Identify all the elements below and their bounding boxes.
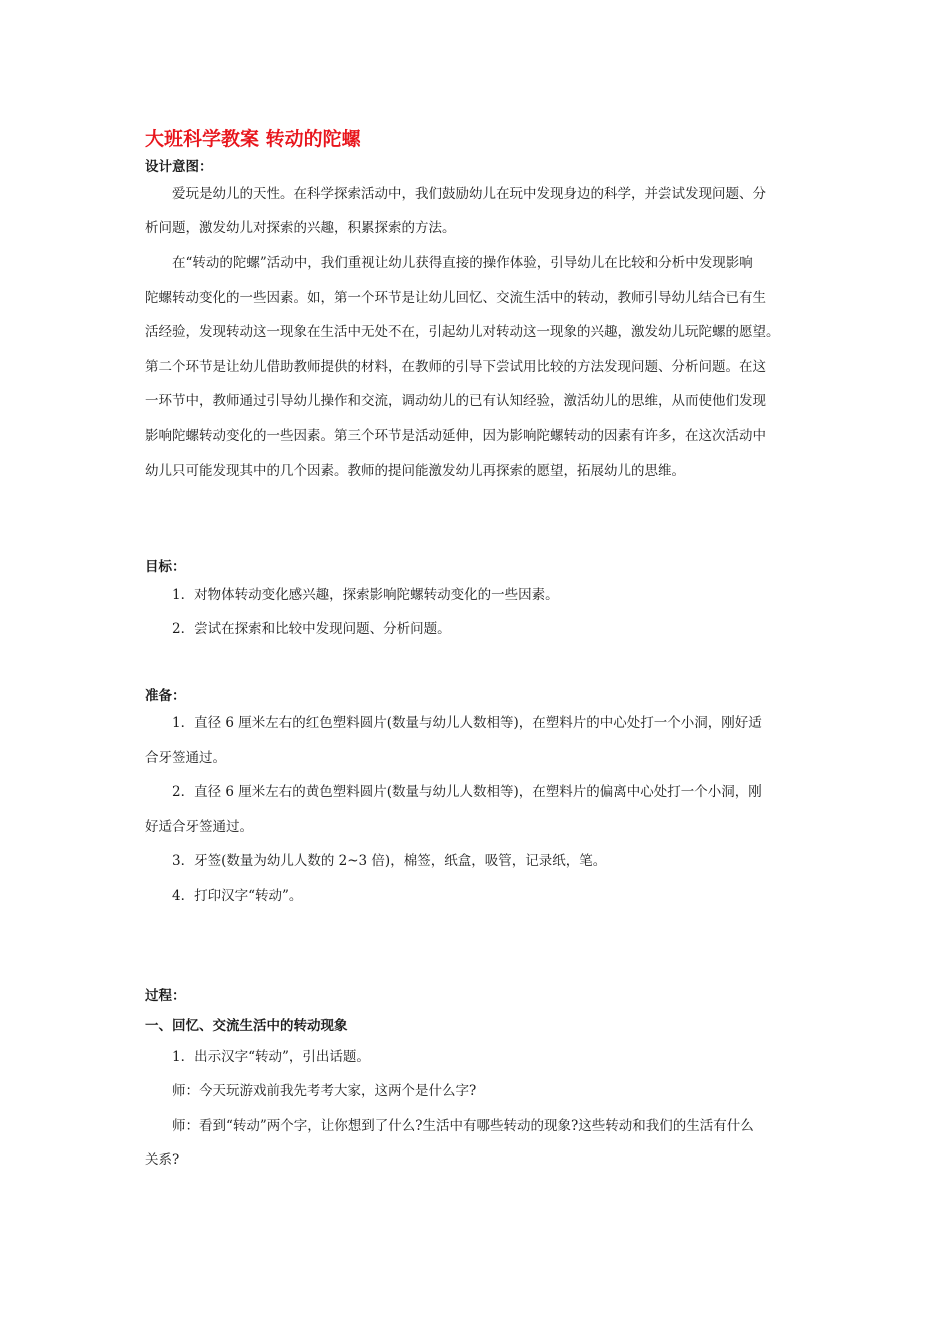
process-line: 关系? bbox=[145, 1152, 180, 1168]
design-intent-line: 陀螺转动变化的一些因素。如，第一个环节是让幼儿回忆、交流生活中的转动，教师引导幼儿结合已有生 bbox=[145, 290, 766, 306]
process-line: 师：看到“转动”两个字，让你想到了什么?生活中有哪些转动的现象?这些转动和我们的生活有什么 bbox=[172, 1118, 754, 1134]
preparation-item: 3．牙签(数量为幼儿人数的 2~3 倍)，棉签，纸盒，吸管，记录纸，笔。 bbox=[172, 853, 607, 869]
process-subheading: 一、回忆、交流生活中的转动现象 bbox=[145, 1018, 348, 1034]
goal-item: 1．对物体转动变化感兴趣，探索影响陀螺转动变化的一些因素。 bbox=[172, 587, 559, 603]
design-intent-line: 活经验，发现转动这一现象在生活中无处不在，引起幼儿对转动这一现象的兴趣，激发幼儿玩陀螺的愿望。 bbox=[145, 324, 780, 340]
design-intent-line: 析问题，激发幼儿对探索的兴趣，积累探索的方法。 bbox=[145, 220, 456, 236]
design-intent-line: 爱玩是幼儿的天性。在科学探索活动中，我们鼓励幼儿在玩中发现身边的科学，并尝试发现问题、分 bbox=[172, 186, 766, 202]
process-line: 师：今天玩游戏前我先考考大家，这两个是什么字? bbox=[172, 1083, 477, 1099]
document-title: 大班科学教案 转动的陀螺 bbox=[145, 128, 361, 150]
goal-item: 2．尝试在探索和比较中发现问题、分析问题。 bbox=[172, 621, 451, 637]
preparation-heading: 准备： bbox=[145, 688, 186, 704]
process-heading: 过程： bbox=[145, 988, 186, 1004]
design-intent-line: 一环节中，教师通过引导幼儿操作和交流，调动幼儿的已有认知经验，激活幼儿的思维，从而使他们发现 bbox=[145, 393, 766, 409]
preparation-item: 合牙签通过。 bbox=[145, 750, 226, 766]
preparation-item: 2．直径 6 厘米左右的黄色塑料圆片(数量与幼儿人数相等)，在塑料片的偏离中心处打一个小洞，刚 bbox=[172, 784, 762, 800]
design-intent-heading: 设计意图： bbox=[145, 159, 213, 175]
preparation-item: 1．直径 6 厘米左右的红色塑料圆片(数量与幼儿人数相等)，在塑料片的中心处打一个小洞，刚好适 bbox=[172, 715, 762, 731]
goals-heading: 目标： bbox=[145, 559, 186, 575]
design-intent-line: 影响陀螺转动变化的一些因素。第三个环节是活动延伸，因为影响陀螺转动的因素有许多，在这次活动中 bbox=[145, 428, 766, 444]
process-line: 1．出示汉字“转动”，引出话题。 bbox=[172, 1049, 370, 1065]
design-intent-line: 幼儿只可能发现其中的几个因素。教师的提问能激发幼儿再探索的愿望，拓展幼儿的思维。 bbox=[145, 463, 685, 479]
preparation-item: 4．打印汉字“转动”。 bbox=[172, 888, 303, 904]
preparation-item: 好适合牙签通过。 bbox=[145, 819, 253, 835]
design-intent-line: 在“转动的陀螺”活动中，我们重视让幼儿获得直接的操作体验，引导幼儿在比较和分析中发现影响 bbox=[172, 255, 753, 271]
design-intent-line: 第二个环节是让幼儿借助教师提供的材料，在教师的引导下尝试用比较的方法发现问题、分析问题。在这 bbox=[145, 359, 766, 375]
